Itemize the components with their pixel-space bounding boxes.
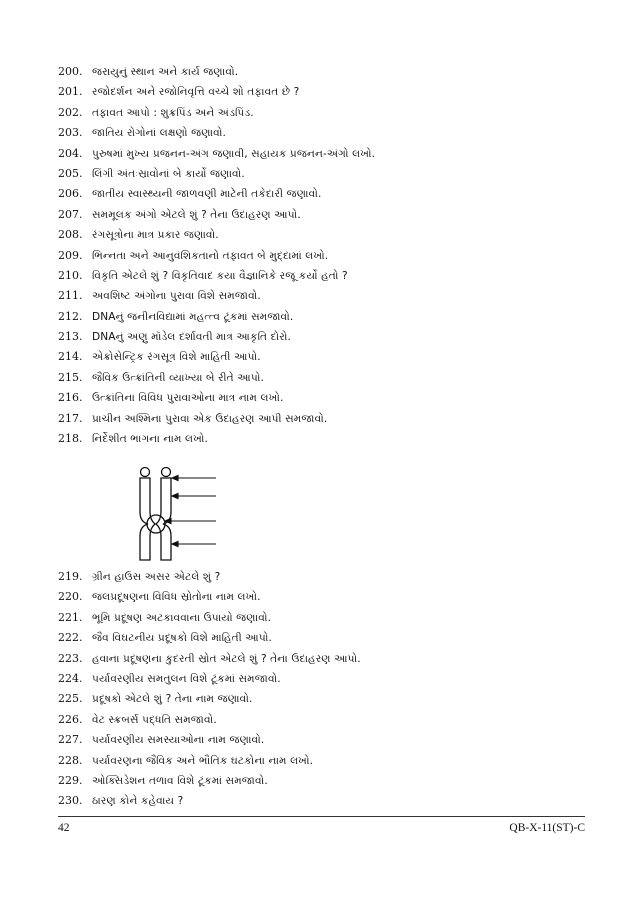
question-text: નિર્દેશીત ભાગના નામ લખો. <box>92 433 209 446</box>
pointer-arrowhead-1 <box>172 476 178 481</box>
question-text: ઓક્સિડેશન તળાવ વિશે ટૂંકમાં સમજાવો. <box>92 774 268 787</box>
question-item <box>58 246 588 266</box>
question-item <box>58 710 588 730</box>
question-number: 215. <box>58 370 83 384</box>
question-item <box>58 771 588 791</box>
question-text: પર્યાવરણીય સમતુલન વિશે ટૂંકમાં સમજાવો. <box>92 672 281 685</box>
question-item <box>58 567 588 587</box>
chromatid-left <box>140 478 155 560</box>
question-number: 225. <box>58 692 83 706</box>
question-text: વેટ સ્ક્રબર્સ પદ્ધતિ સમજાવો. <box>92 713 217 726</box>
question-number: 218. <box>58 432 83 446</box>
question-item <box>58 286 588 306</box>
question-number: 213. <box>58 330 83 344</box>
question-item <box>58 225 588 245</box>
question-number: 202. <box>58 105 83 119</box>
question-item <box>58 628 588 648</box>
question-number: 216. <box>58 391 83 405</box>
question-item <box>58 347 588 367</box>
question-item <box>58 205 588 225</box>
question-item <box>58 409 588 429</box>
question-number: 228. <box>58 753 83 767</box>
question-text: ગ્રીન હાઉસ અસર એટલે શું ? <box>92 571 221 583</box>
question-number: 230. <box>58 794 83 808</box>
page-number: 42 <box>58 822 70 834</box>
centromere-right-circle <box>162 468 171 477</box>
question-text: વિકૃતિ એટલે શું ? વિકૃતિવાદ કયા વૈજ્ઞાનિકે રજૂ કર્યો હતો ? <box>92 269 348 282</box>
question-text: જૈવિક ઉત્ક્રાંતિની વ્યાખ્યા બે રીતે આપો. <box>92 371 264 384</box>
question-item <box>58 689 588 709</box>
question-text: ભિન્નતા અને આનુવંશિકતાનો તફાવત બે મુદ્દામાં લખો. <box>92 249 329 262</box>
question-item <box>58 429 588 449</box>
pointer-arrowhead-2 <box>172 494 178 499</box>
question-text: ભૂમિ પ્રદૂષણ અટકાવવાના ઉપાયો જણાવો. <box>92 611 272 624</box>
question-item <box>58 587 588 607</box>
question-item <box>58 266 588 286</box>
question-list-top <box>58 62 588 449</box>
question-number: 227. <box>58 733 83 747</box>
question-number: 212. <box>58 309 83 323</box>
question-number: 219. <box>58 570 83 583</box>
question-number: 229. <box>58 773 83 787</box>
question-item <box>58 327 588 347</box>
question-text: ઉત્ક્રાંતિના વિવિધ પુરાવાઓના માત્ર નામ લખો. <box>92 392 284 405</box>
question-text: લિંગી અંતઃસ્રાવોનાં બે કાર્યો જણાવો. <box>92 167 245 180</box>
question-text: પ્રદૂષકો એટલે શું ? તેના નામ જણાવો. <box>92 693 253 706</box>
question-text: એક્રોસેન્ટ્રિક રંગસૂત્ર વિશે માહિતી આપો. <box>92 351 261 364</box>
question-number: 220. <box>58 590 83 604</box>
question-item <box>58 62 588 82</box>
question-number: 222. <box>58 631 83 645</box>
question-text: અવશિષ્ટ અંગોના પુરાવા વિશે સમજાવો. <box>92 290 261 303</box>
question-item <box>58 184 588 204</box>
question-number: 201. <box>58 85 83 99</box>
question-item <box>58 82 588 102</box>
question-number: 203. <box>58 126 83 140</box>
question-text: જાતીય સ્વાસ્થ્યની જાળવણી માટેની તકેદારી જણાવો. <box>92 188 322 201</box>
question-item <box>58 669 588 689</box>
question-number: 206. <box>58 187 83 201</box>
question-list-bottom <box>58 567 588 812</box>
question-item <box>58 103 588 123</box>
question-text: DNAનું અણુ મૉડેલ દર્શાવતી માત્ર આકૃતિ દોરો. <box>92 331 291 344</box>
question-number: 214. <box>58 350 83 364</box>
question-item <box>58 144 588 164</box>
question-number: 207. <box>58 207 83 221</box>
question-number: 224. <box>58 671 83 685</box>
pointer-arrowhead-4 <box>172 542 178 547</box>
question-number: 211. <box>58 289 83 303</box>
question-item <box>58 751 588 771</box>
question-text: ઠારણ કોને કહેવાય ? <box>92 795 184 808</box>
question-item <box>58 388 588 408</box>
question-text: સમમૂલક અંગો એટલે શું ? તેના ઉદાહરણ આપો. <box>92 208 301 221</box>
question-item <box>58 608 588 628</box>
question-text: પ્રાચીન અશ્મિના પુરાવા એક ઉદાહરણ આપી સમજાવો. <box>92 412 328 425</box>
question-text: જરાયુનું સ્થાન અને કાર્ય જણાવો. <box>92 66 239 78</box>
question-text: જૈવ વિઘટનીય પ્રદૂષકો વિશે માહિતી આપો. <box>92 632 272 645</box>
question-number: 210. <box>58 268 83 282</box>
question-text: હવાના પ્રદૂષણના કુદરતી સ્રોત એટલે શું ? તેના ઉદાહરણ આપો. <box>92 652 361 665</box>
question-text: રજોદર્શન અને રજોનિવૃત્તિ વચ્ચે શો તફાવત છે ? <box>92 86 300 99</box>
centromere-left-circle <box>141 468 150 477</box>
question-text: પર્યાવરણીય સમસ્યાઓના નામ જણાવો. <box>92 734 265 747</box>
question-item <box>58 123 588 143</box>
question-item <box>58 368 588 388</box>
chromosome-diagram <box>128 466 220 562</box>
question-text: પર્યાવરણના જૈવિક અને ભૌતિક ઘટકોના નામ લખો. <box>92 754 314 767</box>
question-number: 223. <box>58 651 83 665</box>
question-text: રંગસૂત્રોના માત્ર પ્રકાર જણાવો. <box>92 229 219 242</box>
question-text: જાતિય રોગોનાં લક્ષણો જણાવો. <box>92 127 226 140</box>
footer-divider <box>58 816 585 817</box>
question-text: તફાવત આપો : શુક્રપિંડ અને અંડપિંડ. <box>92 106 254 119</box>
question-item <box>58 164 588 184</box>
question-number: 204. <box>58 146 83 160</box>
question-number: 226. <box>58 712 83 726</box>
question-number: 217. <box>58 411 83 425</box>
question-number: 209. <box>58 248 83 262</box>
question-item <box>58 791 588 811</box>
question-number: 205. <box>58 166 83 180</box>
document-code: QB-X-11(ST)-C <box>509 822 585 834</box>
question-text: DNAનું જનીનવિદ્યામાં મહત્ત્વ ટૂંકમાં સમજાવો. <box>92 310 294 323</box>
question-number: 221. <box>58 610 83 624</box>
question-text: જલપ્રદૂષણના વિવિધ સ્રોતોના નામ લખો. <box>92 591 261 604</box>
question-number: 208. <box>58 228 83 242</box>
question-number: 200. <box>58 65 83 78</box>
question-item <box>58 307 588 327</box>
question-item <box>58 649 588 669</box>
question-item <box>58 730 588 750</box>
question-text: પુરુષમાં મુખ્ય પ્રજનન-અંગ જણાવી, સહાયક પ્રજનન-અંગો લખો. <box>92 147 376 160</box>
